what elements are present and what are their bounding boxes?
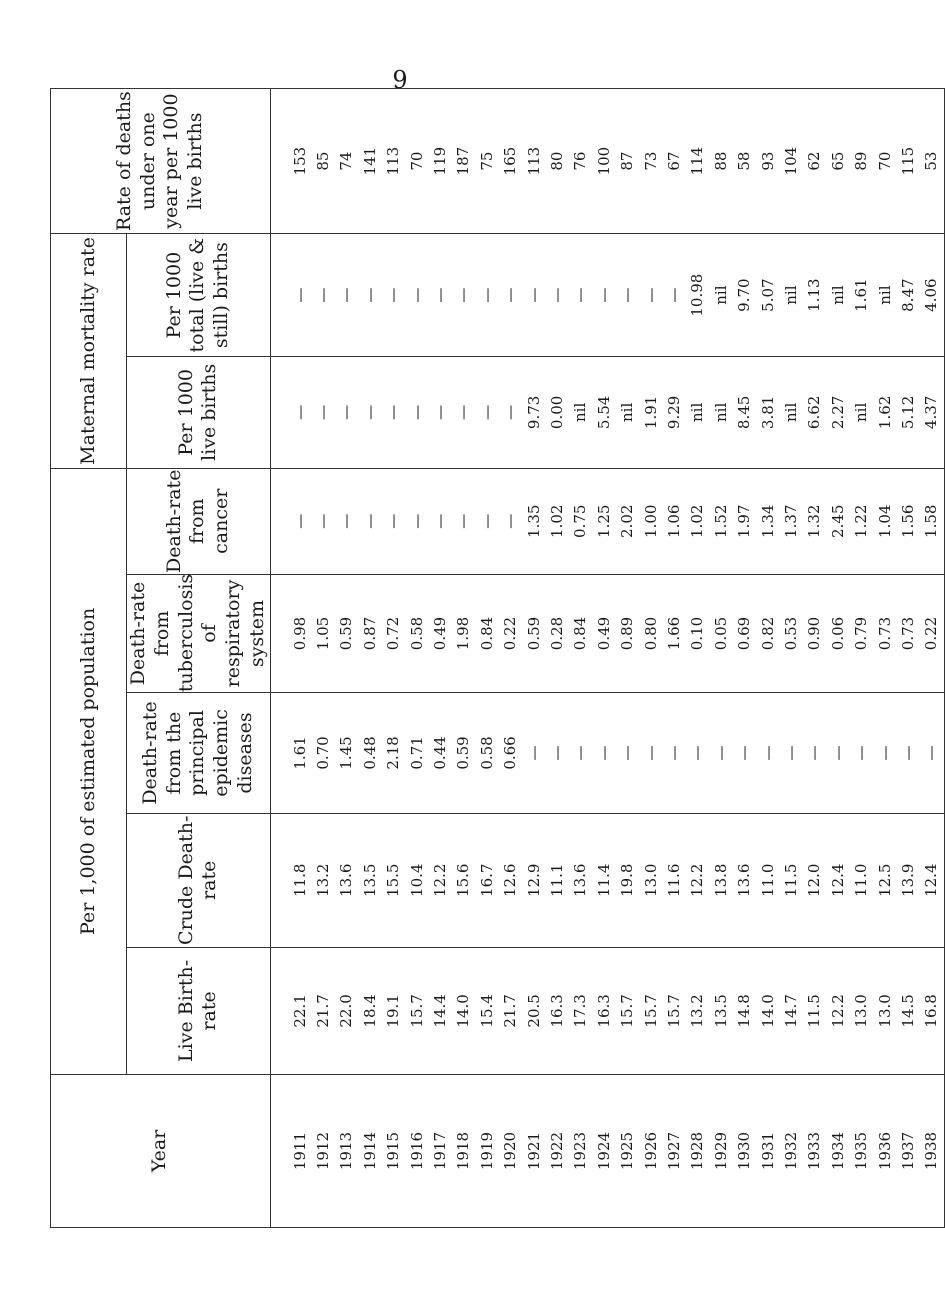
cell-crude-death-rate-column	[270, 813, 944, 947]
header-live-birth-rate: Live Birth-rate	[127, 947, 271, 1074]
cell-maternal-total-column	[270, 234, 944, 357]
tuberculosis-values: 0.98 1.05 0.59 0.87 0.72 0.58 0.49 1.98 0.84 0.22 0.59 0.28 0.84 0.49 0.89 0.80 1.66 0.10 0.05 0.69 0.82 0.53 0.90 0.06 0.79 0.73 0.73 0.22	[290, 616, 941, 651]
cell-live-birth-rate-column	[270, 947, 944, 1074]
page-number: 9	[392, 66, 408, 94]
rotated-table-frame	[50, 88, 941, 1228]
header-group-maternal: Maternal mortality rate	[51, 234, 127, 468]
header-epidemic-diseases: Death-rate from the principal epidemic diseases	[127, 693, 271, 814]
header-tuberculosis: Death-rate from tuberculosis of respiratory system	[127, 574, 271, 692]
cell-year-column	[270, 1075, 944, 1228]
maternal-live-values: — — — — — — — — — — 9.73 0.00 nil 5.54 nil 1.91 9.29 nil nil 8.45 3.81 nil 6.62 2.27 nil 1.62 5.12 4.37	[290, 395, 941, 430]
maternal-total-values: — — — — — — — — — — — — — — — — — 10.98 nil 9.70 5.07 nil 1.13 nil 1.61 nil 8.47 4.06	[290, 273, 941, 317]
header-cancer: Death-rate from cancer	[127, 468, 271, 574]
statistics-table	[50, 88, 945, 1228]
header-year: Year	[51, 1075, 271, 1228]
header-infant-mortality: Rate of deaths under one year per 1000 live births	[51, 89, 271, 234]
epidemic-values: 1.61 0.70 1.45 0.48 2.18 0.71 0.44 0.59 0.58 0.66 — — — — — — — — — — — — — — — — — —	[290, 736, 941, 770]
header-maternal-live-births: Per 1000 live births	[127, 357, 271, 469]
year-values: 1911 1912 1913 1914 1915 1916 1917 1918 1919 1920 1921 1922 1923 1924 1925 1926 1927 1928 1929 1930 1931 1932 1933 1934 1935 1936 1937 1938	[290, 1131, 941, 1171]
cancer-values: — — — — — — — — — — 1.35 1.02 0.75 1.25 2.02 1.00 1.06 1.02 1.52 1.97 1.34 1.37 1.32 2.45 1.22 1.04 1.56 1.58	[290, 504, 941, 538]
header-crude-death-rate: Crude Death-rate	[127, 813, 271, 947]
header-maternal-total-births: Per 1000 total (live & still) births	[127, 234, 271, 357]
cell-tuberculosis-column	[270, 574, 944, 692]
live-birth-rate-values: 22.1 21.7 22.0 18.4 19.1 15.7 14.4 14.0 15.4 21.7 20.5 16.3 17.3 16.3 15.7 15.7 15.7 13.2 13.5 14.8 14.0 14.7 11.5 12.2 13.0 13.0 14.5 16.8	[290, 994, 941, 1028]
crude-death-rate-values: 11.8 13.2 13.6 13.5 15.5 10.4 12.2 15.6 16.7 12.6 12.9 11.1 13.6 11.4 19.8 13.0 11.6 12.2 13.8 13.6 11.0 11.5 12.0 12.4 11.0 12.5 13.9 12.4	[290, 863, 941, 897]
infant-values: 153 85 74 141 113 70 119 187 75 165 113 80 76 100 87 73 67 114 88 58 93 104 62 65 89 70 115 53	[290, 146, 941, 176]
header-group-population: Per 1,000 of estimated population	[51, 468, 127, 1074]
cell-infant-column	[270, 89, 944, 234]
rotated-table-area	[50, 88, 941, 1228]
cell-maternal-live-column	[270, 357, 944, 469]
cell-cancer-column	[270, 468, 944, 574]
cell-epidemic-column	[270, 693, 944, 814]
